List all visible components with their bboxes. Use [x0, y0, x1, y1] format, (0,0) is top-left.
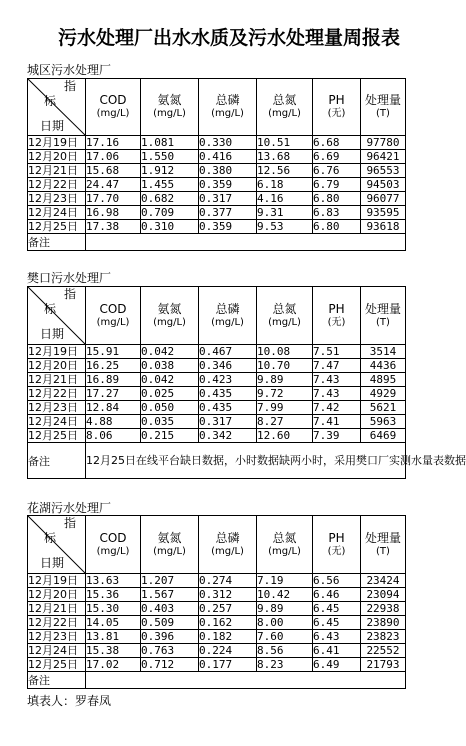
- column-header-cod: [86, 79, 141, 136]
- column-header-volume: [361, 516, 406, 574]
- table-row: [28, 192, 406, 206]
- value-cell-tn: 7.99: [257, 401, 313, 415]
- value-cell-tn: 8.56: [257, 644, 313, 658]
- date-cell: 12月24日: [28, 415, 86, 429]
- value-cell-cod: 12.84: [86, 401, 141, 415]
- value-cell-volume: 5963: [361, 415, 406, 429]
- diag-label-date: 日期: [40, 556, 65, 570]
- value-cell-volume: 23890: [361, 616, 406, 630]
- note-text: 12月25日在线平台缺日数据，小时数据缺两小时，采用樊口厂实测水量表数据: [86, 443, 406, 479]
- note-label: 备注: [28, 234, 86, 251]
- date-cell: 12月21日: [28, 602, 86, 616]
- value-cell-cod: 17.16: [86, 136, 141, 150]
- value-cell-tn: 9.72: [257, 387, 313, 401]
- column-header-name: 总磷: [215, 530, 240, 545]
- column-header-name: COD: [99, 530, 127, 545]
- value-cell-tn: 8.00: [257, 616, 313, 630]
- value-cell-nh3n: 1.912: [141, 164, 199, 178]
- diag-label-indicator: 指: [64, 287, 77, 301]
- value-cell-cod: 24.47: [86, 178, 141, 192]
- date-cell: 12月25日: [28, 429, 86, 443]
- value-cell-tp: 0.342: [199, 429, 257, 443]
- date-cell: 12月24日: [28, 644, 86, 658]
- column-header-unit: (T): [376, 108, 390, 119]
- water-quality-table-chengqu: [27, 78, 406, 251]
- value-cell-nh3n: 0.763: [141, 644, 199, 658]
- value-cell-nh3n: 0.050: [141, 401, 199, 415]
- value-cell-cod: 17.38: [86, 220, 141, 234]
- value-cell-tp: 0.257: [199, 602, 257, 616]
- value-cell-cod: 15.68: [86, 164, 141, 178]
- value-cell-nh3n: 1.207: [141, 574, 199, 588]
- table-row: [28, 136, 406, 150]
- value-cell-tn: 9.31: [257, 206, 313, 220]
- column-header-unit: (无): [327, 316, 346, 328]
- value-cell-volume: 23424: [361, 574, 406, 588]
- column-header-tp: [199, 516, 257, 574]
- value-cell-nh3n: 1.081: [141, 136, 199, 150]
- column-header-name: 总氮: [272, 93, 297, 107]
- date-cell: 12月22日: [28, 387, 86, 401]
- value-cell-volume: 23823: [361, 630, 406, 644]
- value-cell-tp: 0.359: [199, 220, 257, 234]
- column-header-name: PH: [328, 530, 345, 545]
- value-cell-ph: 6.49: [313, 658, 361, 672]
- table-row: [28, 164, 406, 178]
- value-cell-volume: 6469: [361, 429, 406, 443]
- table-row: [28, 220, 406, 234]
- value-cell-tp: 0.359: [199, 178, 257, 192]
- value-cell-ph: 7.43: [313, 387, 361, 401]
- column-header-name: PH: [328, 301, 345, 316]
- value-cell-ph: 6.83: [313, 206, 361, 220]
- column-header-volume: [361, 287, 406, 345]
- value-cell-tp: 0.423: [199, 373, 257, 387]
- date-cell: 12月23日: [28, 192, 86, 206]
- note-text: [86, 234, 406, 251]
- filled-by-label: 填表人：罗春凤: [27, 694, 112, 708]
- date-cell: 12月25日: [28, 220, 86, 234]
- column-header-unit: (无): [327, 108, 346, 119]
- table-row: [28, 150, 406, 164]
- column-header-ph: [313, 516, 361, 574]
- value-cell-volume: 93618: [361, 220, 406, 234]
- date-cell: 12月24日: [28, 206, 86, 220]
- value-cell-tn: 6.18: [257, 178, 313, 192]
- value-cell-tn: 7.60: [257, 630, 313, 644]
- column-header-name: 氨氮: [157, 530, 182, 545]
- column-header-name: 处理量: [364, 530, 401, 545]
- table-row: [28, 359, 406, 373]
- diag-label-date: 日期: [40, 327, 65, 341]
- value-cell-tp: 0.182: [199, 630, 257, 644]
- value-cell-tp: 0.380: [199, 164, 257, 178]
- value-cell-tp: 0.435: [199, 401, 257, 415]
- column-header-tn: [257, 516, 313, 574]
- value-cell-tp: 0.435: [199, 387, 257, 401]
- column-header-unit: (mg/L): [153, 545, 186, 557]
- value-cell-ph: 6.56: [313, 574, 361, 588]
- value-cell-tn: 4.16: [257, 192, 313, 206]
- date-cell: 12月19日: [28, 136, 86, 150]
- value-cell-tn: 10.08: [257, 345, 313, 359]
- value-cell-ph: 6.46: [313, 588, 361, 602]
- date-cell: 12月19日: [28, 345, 86, 359]
- value-cell-cod: 15.30: [86, 602, 141, 616]
- water-quality-table-fankou: [27, 286, 466, 479]
- value-cell-ph: 6.41: [313, 644, 361, 658]
- value-cell-nh3n: 0.396: [141, 630, 199, 644]
- value-cell-cod: 16.25: [86, 359, 141, 373]
- column-header-name: 总磷: [215, 93, 240, 107]
- value-cell-tn: 8.27: [257, 415, 313, 429]
- column-header-tp: [199, 79, 257, 136]
- value-cell-volume: 5621: [361, 401, 406, 415]
- column-header-unit: (mg/L): [211, 545, 244, 557]
- column-header-name: 氨氮: [157, 93, 182, 107]
- value-cell-tp: 0.224: [199, 644, 257, 658]
- value-cell-volume: 21793: [361, 658, 406, 672]
- value-cell-ph: 6.68: [313, 136, 361, 150]
- column-header-volume: [361, 79, 406, 136]
- column-header-unit: (mg/L): [268, 545, 301, 557]
- table-row: [28, 644, 406, 658]
- value-cell-tn: 13.68: [257, 150, 313, 164]
- value-cell-tn: 10.70: [257, 359, 313, 373]
- value-cell-cod: 17.02: [86, 658, 141, 672]
- value-cell-nh3n: 0.310: [141, 220, 199, 234]
- value-cell-nh3n: 0.042: [141, 373, 199, 387]
- diag-label-indicator: 指: [64, 79, 77, 93]
- column-header-cod: [86, 287, 141, 345]
- value-cell-ph: 7.41: [313, 415, 361, 429]
- column-header-name: 氨氮: [157, 301, 182, 316]
- value-cell-ph: 6.69: [313, 150, 361, 164]
- value-cell-nh3n: 0.025: [141, 387, 199, 401]
- column-header-ph: [313, 79, 361, 136]
- column-header-name: COD: [99, 301, 127, 316]
- value-cell-nh3n: 0.035: [141, 415, 199, 429]
- column-header-tn: [257, 79, 313, 136]
- value-cell-tn: 9.89: [257, 602, 313, 616]
- value-cell-cod: 14.05: [86, 616, 141, 630]
- value-cell-nh3n: 0.042: [141, 345, 199, 359]
- table-row: [28, 630, 406, 644]
- value-cell-tn: 12.60: [257, 429, 313, 443]
- value-cell-ph: 6.43: [313, 630, 361, 644]
- value-cell-ph: 7.43: [313, 373, 361, 387]
- value-cell-ph: 7.42: [313, 401, 361, 415]
- value-cell-ph: 6.79: [313, 178, 361, 192]
- column-header-tn: [257, 287, 313, 345]
- column-header-cod: [86, 516, 141, 574]
- value-cell-volume: 4436: [361, 359, 406, 373]
- table-row: [28, 206, 406, 220]
- date-cell: 12月23日: [28, 401, 86, 415]
- table-row: [28, 178, 406, 192]
- value-cell-volume: 4895: [361, 373, 406, 387]
- note-row: [28, 672, 406, 689]
- value-cell-tp: 0.467: [199, 345, 257, 359]
- column-header-unit: (mg/L): [211, 316, 244, 328]
- column-header-unit: (mg/L): [96, 316, 130, 328]
- value-cell-volume: 96077: [361, 192, 406, 206]
- value-cell-ph: 6.80: [313, 192, 361, 206]
- value-cell-tp: 0.330: [199, 136, 257, 150]
- diag-label-indicator: 指: [64, 516, 77, 530]
- value-cell-ph: 6.80: [313, 220, 361, 234]
- note-label: 备注: [28, 672, 86, 689]
- value-cell-volume: 93595: [361, 206, 406, 220]
- table-row: [28, 401, 406, 415]
- date-cell: 12月21日: [28, 164, 86, 178]
- table-row: [28, 373, 406, 387]
- date-cell: 12月22日: [28, 178, 86, 192]
- column-header-nh3n: [141, 516, 199, 574]
- value-cell-tp: 0.274: [199, 574, 257, 588]
- section-name-huahu: 花湖污水处理厂: [27, 501, 112, 515]
- value-cell-cod: 13.81: [86, 630, 141, 644]
- value-cell-nh3n: 0.709: [141, 206, 199, 220]
- column-header-unit: (T): [376, 545, 390, 557]
- value-cell-tn: 12.56: [257, 164, 313, 178]
- value-cell-tp: 0.377: [199, 206, 257, 220]
- column-header-unit: (mg/L): [153, 108, 186, 119]
- value-cell-cod: 15.36: [86, 588, 141, 602]
- column-header-unit: (mg/L): [268, 316, 301, 328]
- column-header-name: PH: [328, 93, 345, 107]
- value-cell-nh3n: 1.567: [141, 588, 199, 602]
- value-cell-nh3n: 0.038: [141, 359, 199, 373]
- value-cell-tp: 0.317: [199, 415, 257, 429]
- value-cell-cod: 16.98: [86, 206, 141, 220]
- value-cell-tn: 8.23: [257, 658, 313, 672]
- value-cell-tp: 0.317: [199, 192, 257, 206]
- value-cell-cod: 4.88: [86, 415, 141, 429]
- value-cell-cod: 17.27: [86, 387, 141, 401]
- value-cell-cod: 8.06: [86, 429, 141, 443]
- table-row: [28, 429, 406, 443]
- date-cell: 12月20日: [28, 588, 86, 602]
- value-cell-tn: 9.89: [257, 373, 313, 387]
- value-cell-nh3n: 0.509: [141, 616, 199, 630]
- value-cell-tn: 10.51: [257, 136, 313, 150]
- value-cell-tp: 0.416: [199, 150, 257, 164]
- value-cell-volume: 96421: [361, 150, 406, 164]
- value-cell-tn: 7.19: [257, 574, 313, 588]
- column-header-name: 总氮: [272, 530, 297, 545]
- column-header-unit: (无): [327, 545, 346, 557]
- date-cell: 12月23日: [28, 630, 86, 644]
- value-cell-nh3n: 1.455: [141, 178, 199, 192]
- date-cell: 12月21日: [28, 373, 86, 387]
- value-cell-ph: 6.76: [313, 164, 361, 178]
- date-cell: 12月22日: [28, 616, 86, 630]
- table-row: [28, 415, 406, 429]
- value-cell-volume: 97780: [361, 136, 406, 150]
- value-cell-nh3n: 0.403: [141, 602, 199, 616]
- value-cell-ph: 6.45: [313, 616, 361, 630]
- diagonal-header-cell: [28, 287, 86, 345]
- value-cell-ph: 6.45: [313, 602, 361, 616]
- column-header-ph: [313, 287, 361, 345]
- value-cell-nh3n: 0.712: [141, 658, 199, 672]
- value-cell-nh3n: 0.215: [141, 429, 199, 443]
- note-text: [86, 672, 406, 689]
- value-cell-cod: 15.91: [86, 345, 141, 359]
- section-name-chengqu: 城区污水处理厂: [27, 63, 112, 77]
- value-cell-tn: 9.53: [257, 220, 313, 234]
- column-header-name: 处理量: [364, 301, 401, 316]
- table-row: [28, 345, 406, 359]
- diag-label-mark: 标: [44, 94, 57, 108]
- value-cell-tp: 0.177: [199, 658, 257, 672]
- value-cell-volume: 3514: [361, 345, 406, 359]
- water-quality-table-huahu: [27, 515, 406, 689]
- column-header-unit: (mg/L): [268, 108, 301, 119]
- column-header-tp: [199, 287, 257, 345]
- column-header-name: 总磷: [215, 301, 240, 316]
- diag-label-mark: 标: [44, 302, 57, 316]
- column-header-nh3n: [141, 287, 199, 345]
- column-header-unit: (mg/L): [211, 108, 244, 119]
- value-cell-volume: 22938: [361, 602, 406, 616]
- table-row: [28, 616, 406, 630]
- diagonal-header-cell: [28, 79, 86, 136]
- column-header-name: 总氮: [272, 301, 297, 316]
- column-header-unit: (mg/L): [153, 316, 186, 328]
- header-row: [28, 287, 406, 345]
- value-cell-tp: 0.312: [199, 588, 257, 602]
- table-row: [28, 602, 406, 616]
- date-cell: 12月20日: [28, 150, 86, 164]
- value-cell-volume: 96553: [361, 164, 406, 178]
- date-cell: 12月25日: [28, 658, 86, 672]
- date-cell: 12月19日: [28, 574, 86, 588]
- value-cell-tn: 10.42: [257, 588, 313, 602]
- column-header-name: 处理量: [364, 93, 401, 107]
- value-cell-volume: 94503: [361, 178, 406, 192]
- diagonal-header-cell: [28, 516, 86, 574]
- diag-label-date: 日期: [40, 119, 65, 133]
- column-header-unit: (T): [376, 316, 390, 328]
- diag-label-mark: 标: [44, 531, 57, 545]
- column-header-unit: (mg/L): [96, 545, 130, 557]
- value-cell-tp: 0.162: [199, 616, 257, 630]
- value-cell-cod: 16.89: [86, 373, 141, 387]
- date-cell: 12月20日: [28, 359, 86, 373]
- table-row: [28, 387, 406, 401]
- column-header-unit: (mg/L): [96, 108, 130, 119]
- column-header-name: COD: [99, 93, 127, 107]
- note-row: [28, 234, 406, 251]
- value-cell-volume: 22552: [361, 644, 406, 658]
- value-cell-ph: 7.47: [313, 359, 361, 373]
- column-header-nh3n: [141, 79, 199, 136]
- note-label: 备注: [28, 443, 86, 479]
- note-row: [28, 443, 406, 479]
- report-title: 污水处理厂出水水质及污水处理量周报表: [57, 27, 400, 49]
- header-row: [28, 516, 406, 574]
- section-name-fankou: 樊口污水处理厂: [27, 271, 112, 285]
- table-row: [28, 658, 406, 672]
- table-row: [28, 574, 406, 588]
- value-cell-cod: 13.63: [86, 574, 141, 588]
- header-row: [28, 79, 406, 136]
- value-cell-tp: 0.346: [199, 359, 257, 373]
- value-cell-cod: 17.70: [86, 192, 141, 206]
- table-row: [28, 588, 406, 602]
- value-cell-volume: 23094: [361, 588, 406, 602]
- value-cell-cod: 17.06: [86, 150, 141, 164]
- value-cell-nh3n: 1.550: [141, 150, 199, 164]
- value-cell-nh3n: 0.682: [141, 192, 199, 206]
- value-cell-ph: 7.51: [313, 345, 361, 359]
- value-cell-ph: 7.39: [313, 429, 361, 443]
- value-cell-volume: 4929: [361, 387, 406, 401]
- value-cell-cod: 15.38: [86, 644, 141, 658]
